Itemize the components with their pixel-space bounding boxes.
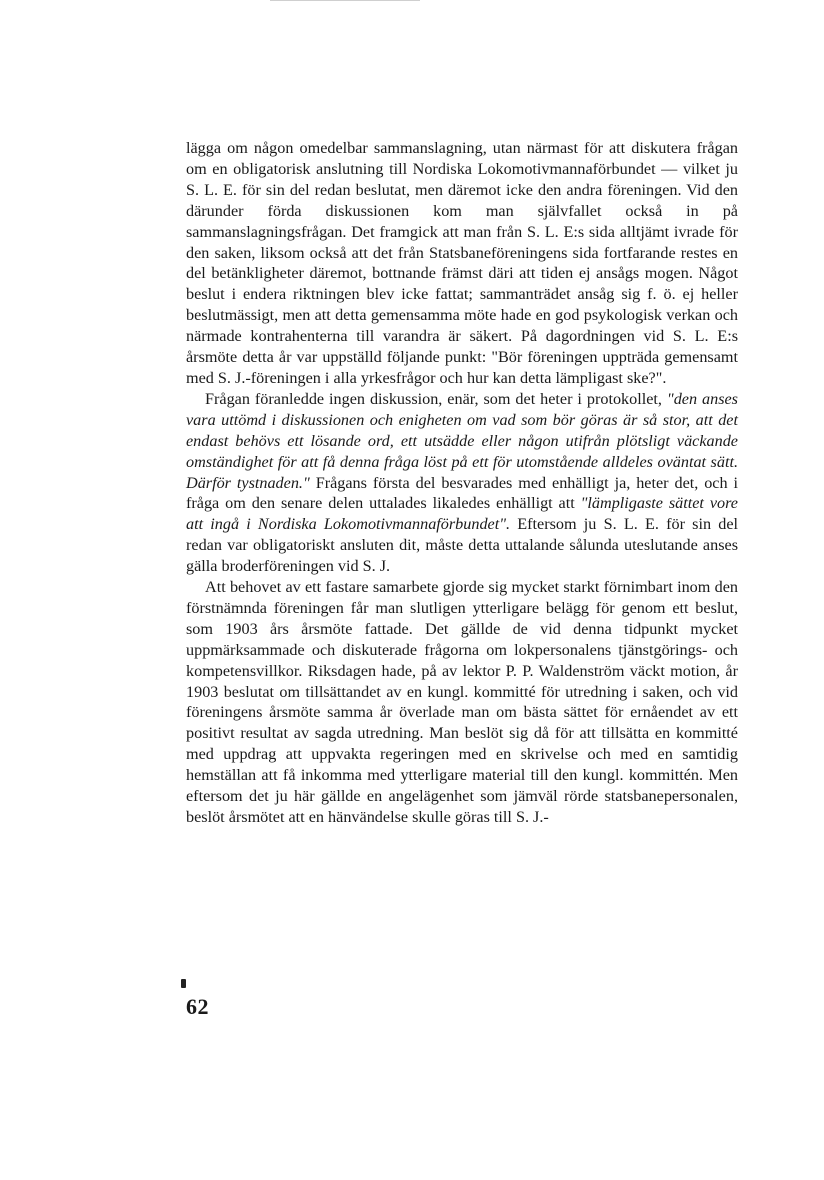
text-run: lägga om någon omedelbar sammanslagning, utan närmast för att diskutera frågan om en obligatorisk anslutning till Nordiska Lokomotivmannaförbundet — vilket ju S. L. E. för sin del redan beslutat, men däremot icke den andra föreningen. Vid den därunder förda diskussionen kom man självfallet också in på sammanslagningsfrågan. Det framgick att man från S. L. E:s sida alltjämt ivrade för den saken, liksom också att det från Statsbaneföreningens sida fortfarande restes en del betänkligheter däremot, bottnande främst däri att tiden ej ansågs mogen. Något beslut i endera riktningen blev icke fattat; sammanträdet ansåg sig f. ö. ej heller beslutmässigt, men att detta gemensamma möte hade en god psykologisk verkan och närmade kontrahenterna till varandra är säkert. På dagordningen vid S. L. E:s årsmöte detta år var uppställd följande punkt: "Bör föreningen uppträda gemensamt med S. J.-föreningen i alla yrkesfrågor och hur kan detta lämpligast ske?". [186,139,738,387]
top-edge-rule [270,0,420,1]
text-run: Frågan föranledde ingen diskussion, enär, som det heter i protokollet, [205,389,667,408]
text-run: Eftersom ju S. L. E. för sin del redan var obligatoriskt ansluten dit, måste detta uttalande sålunda uteslutande anses gälla broderföreningen vid S. J. [186,515,739,576]
paragraph-3 [186,577,738,828]
paragraph-1 [186,138,738,389]
text-run: Frågans första del besvarades med enhälligt ja, heter det, och i fråga om den senare delen uttalades likaledes enhälligt att [186,473,738,513]
page-number: 62 [186,994,209,1019]
body-text [186,138,738,828]
paragraph-2 [186,389,738,577]
quoted-resolution-text: "lämpligaste sättet vore att ingå i Nordiska Lokomotivmannaförbundet". [186,494,738,534]
text-run: Att behovet av ett fastare samarbete gjorde sig mycket starkt förnimbart inom den förstnämnda föreningen får man slutligen ytterligare belägg för genom ett beslut, som 1903 års årsmöte fattade. Det gällde de vid denna tidpunkt mycket uppmärksammade och diskuterade frågorna om lokpersonalens tjänstgörings- och kompetensvillkor. Riksdagen hade, på av lektor P. P. Waldenström väckt motion, år 1903 beslutat om tillsättandet av en kungl. kommitté för utredning i saken, och vid föreningens årsmöte samma år överlade man om bästa sättet för ernåendet av ett positivt resultat av sagda utredning. Man beslöt sig då för att tillsätta en kommitté med uppdrag att uppvakta regeringen med en skrivelse och med en samtidig hemställan att få inkomma med ytterligare material till den kungl. kommittén. Men eftersom det ju här gällde en angelägenhet som jämväl rörde statsbanepersonalen, beslöt årsmötet att en hänvändelse skulle göras till S. J.- [186,578,738,826]
margin-mark [181,979,186,988]
quoted-protocol-text: "den anses vara uttömd i diskussionen och enigheten om vad som bör göras är så stor, att det endast behövs ett lösande ord, ett utsädde eller någon utifrån plötsligt väckande omständighet för att få denna fråga löst på ett för utomstående alldeles oväntat sätt. Därför tystnaden." [186,389,738,492]
